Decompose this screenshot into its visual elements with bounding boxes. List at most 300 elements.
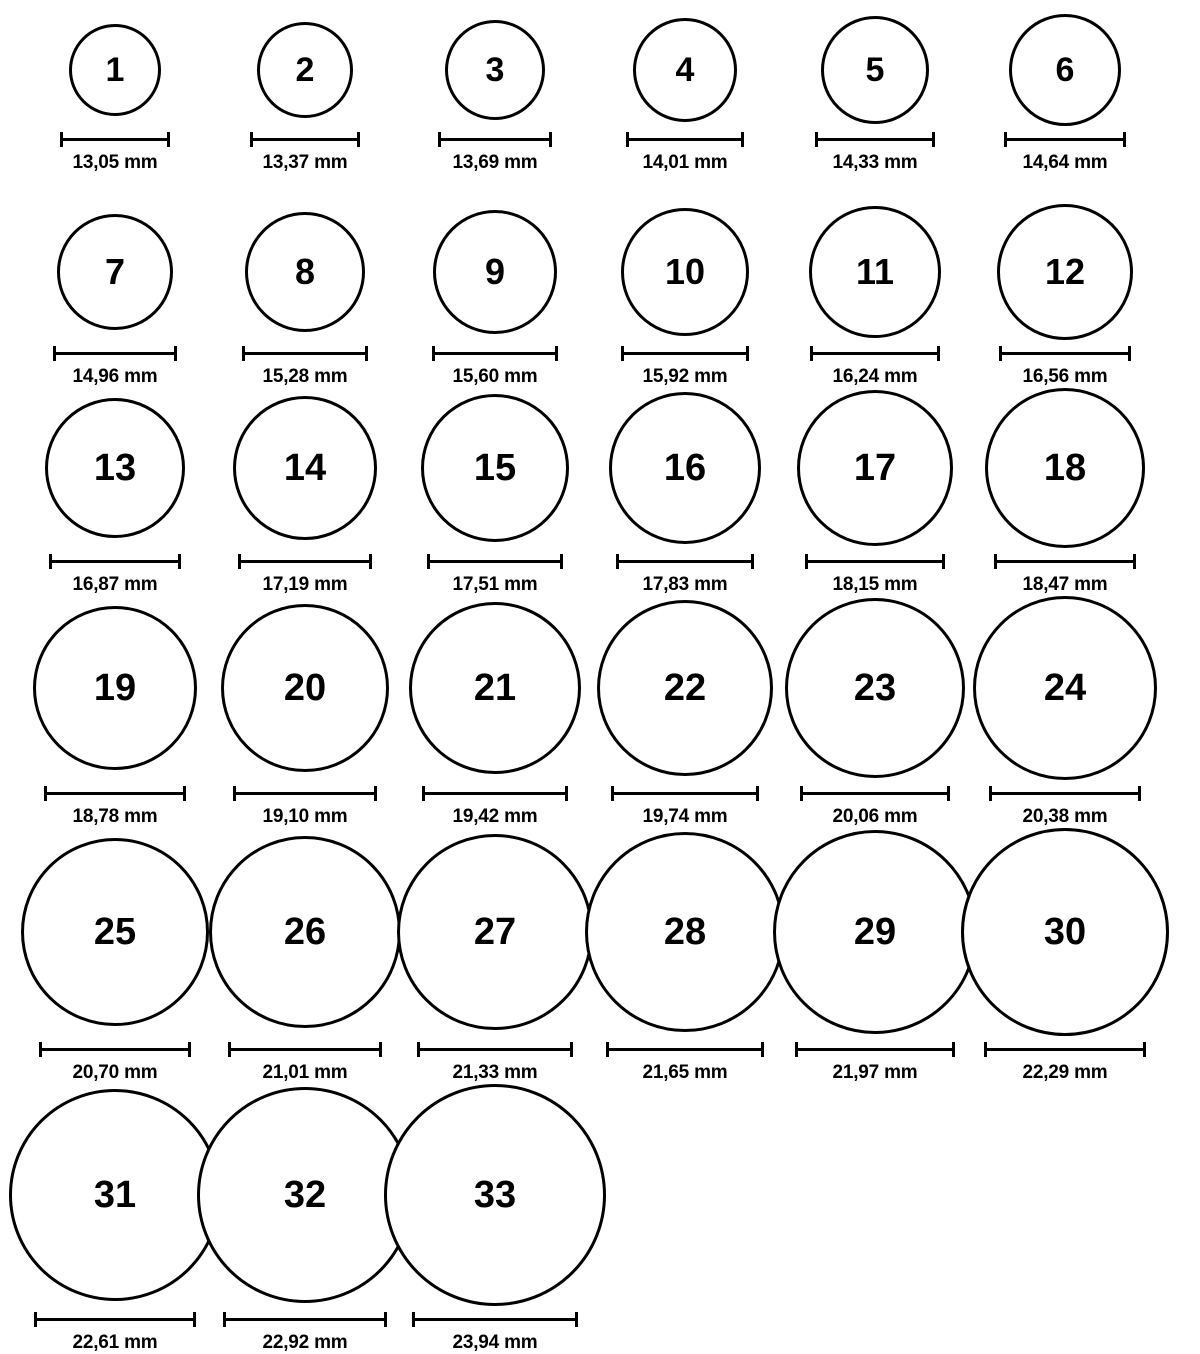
ring-circle-wrap [985,388,1145,548]
measure-line [223,1318,387,1321]
ring-size-cell-15 [400,388,590,596]
diameter-label: 22,29 mm [1022,1062,1108,1083]
measure-line [984,1048,1146,1051]
ring-size-number: 23 [853,667,897,709]
ring-circle [821,16,929,124]
ring-size-cell-23 [780,596,970,828]
ring-circle [233,396,377,540]
measure-cap-right [1128,346,1131,361]
diameter-measure-bar [815,132,935,146]
diameter-label: 18,15 mm [832,574,918,595]
diameter-measure-bar [44,786,186,800]
ring-size-row [20,596,1180,828]
ring-size-cell-3 [400,14,590,174]
ring-size-cell-7 [20,204,210,388]
ring-circle [397,834,593,1030]
diameter-label: 21,65 mm [642,1062,728,1083]
ring-size-number: 27 [473,911,517,953]
diameter-measure-bar [412,1312,578,1326]
diameter-label: 16,56 mm [1022,366,1108,387]
ring-size-row [20,14,1180,204]
measure-line [412,1318,578,1321]
ring-size-number: 21 [473,667,517,709]
ring-circle-wrap [809,204,941,340]
diameter-measure-bar [238,554,372,568]
ring-circle [21,838,209,1026]
measure-cap-right [555,346,558,361]
diameter-label: 16,87 mm [72,574,158,595]
ring-circle-wrap [233,388,377,548]
ring-circle [985,388,1145,548]
measure-line [994,560,1136,563]
ring-circle-wrap [21,828,209,1036]
measure-line [611,792,759,795]
measure-line [616,560,754,563]
diameter-label: 14,64 mm [1022,152,1108,173]
diameter-measure-bar [34,1312,196,1326]
ring-circle-wrap [1009,14,1121,126]
measure-cap-left [417,1042,420,1057]
ring-circle [773,830,977,1034]
ring-size-number: 7 [104,251,126,292]
diameter-measure-bar [60,132,170,146]
measure-line [626,138,744,141]
ring-size-row [20,828,1180,1084]
ring-size-number: 15 [473,447,517,489]
ring-size-cell-11 [780,204,970,388]
ring-size-number: 28 [663,911,707,953]
measure-line [800,792,950,795]
ring-circle-wrap [245,204,365,340]
measure-line [233,792,377,795]
diameter-measure-bar [223,1312,387,1326]
ring-size-cell-32 [210,1084,400,1354]
ring-size-number: 12 [1044,251,1086,292]
measure-cap-right [756,786,759,801]
ring-circle [33,606,197,770]
diameter-label: 22,61 mm [72,1332,158,1353]
ring-circle [69,24,161,116]
measure-cap-left [223,1312,226,1327]
diameter-label: 14,96 mm [72,366,158,387]
ring-size-cell-19 [20,596,210,828]
measure-line [39,1048,191,1051]
measure-line [438,138,552,141]
ring-circle [197,1087,413,1303]
measure-cap-right [549,132,552,147]
measure-line [49,560,181,563]
ring-size-row [20,204,1180,388]
ring-size-cell-21 [400,596,590,828]
ring-size-cell-29 [780,828,970,1084]
diameter-measure-bar [242,346,368,360]
measure-cap-left [795,1042,798,1057]
measure-cap-left [49,554,52,569]
measure-cap-left [53,346,56,361]
measure-cap-left [250,132,253,147]
diameter-label: 21,01 mm [262,1062,348,1083]
measure-cap-right [932,132,935,147]
ring-size-number: 19 [93,667,137,709]
ring-circle [961,828,1169,1036]
ring-size-number: 13 [93,447,137,489]
diameter-measure-bar [422,786,568,800]
ring-circle [433,210,557,334]
diameter-label: 20,06 mm [832,806,918,827]
ring-size-cell-18 [970,388,1160,596]
measure-cap-left [994,554,997,569]
ring-size-cell-28 [590,828,780,1084]
measure-cap-right [193,1312,196,1327]
ring-circle [421,394,569,542]
measure-cap-right [1138,786,1141,801]
measure-line [53,352,177,355]
measure-cap-right [379,1042,382,1057]
diameter-label: 22,92 mm [262,1332,348,1353]
diameter-label: 20,70 mm [72,1062,158,1083]
ring-circle-wrap [257,14,353,126]
ring-size-cell-8 [210,204,400,388]
diameter-measure-bar [53,346,177,360]
ring-circle [621,208,749,336]
ring-circle [597,600,773,776]
diameter-measure-bar [611,786,759,800]
ring-circle [209,836,401,1028]
ring-size-cell-9 [400,204,590,388]
diameter-label: 15,60 mm [452,366,538,387]
diameter-measure-bar [999,346,1131,360]
ring-circle [221,604,389,772]
ring-size-number: 14 [283,447,327,489]
diameter-label: 16,24 mm [832,366,918,387]
ring-size-cell-25 [20,828,210,1084]
measure-cap-left [626,132,629,147]
measure-cap-right [178,554,181,569]
diameter-label: 21,33 mm [452,1062,538,1083]
measure-line [228,1048,382,1051]
measure-cap-right [1133,554,1136,569]
diameter-measure-bar [621,346,749,360]
ring-size-number: 16 [663,447,707,489]
ring-size-cell-20 [210,596,400,828]
measure-cap-left [427,554,430,569]
measure-cap-left [44,786,47,801]
measure-line [417,1048,573,1051]
measure-cap-right [575,1312,578,1327]
measure-cap-right [741,132,744,147]
ring-size-cell-14 [210,388,400,596]
measure-cap-right [1123,132,1126,147]
ring-circle-wrap [69,14,161,126]
measure-line [621,352,749,355]
measure-line [810,352,940,355]
diameter-measure-bar [626,132,744,146]
ring-circle-wrap [621,204,749,340]
ring-size-cell-13 [20,388,210,596]
ring-size-cell-5 [780,14,970,174]
measure-line [34,1318,196,1321]
measure-cap-right [565,786,568,801]
ring-circle [609,392,761,544]
ring-size-cell-22 [590,596,780,828]
measure-cap-left [432,346,435,361]
ring-circle [997,204,1133,340]
measure-cap-left [810,346,813,361]
ring-size-number: 20 [283,667,327,709]
measure-cap-right [357,132,360,147]
measure-cap-left [412,1312,415,1327]
ring-circle-wrap [633,14,737,126]
measure-cap-right [947,786,950,801]
ring-circle [633,18,737,122]
ring-circle-wrap [9,1084,221,1306]
measure-cap-left [233,786,236,801]
diameter-label: 15,92 mm [642,366,728,387]
measure-cap-right [746,346,749,361]
ring-size-cell-17 [780,388,970,596]
measure-line [242,352,368,355]
ring-circle [245,212,365,332]
ring-size-number: 1 [105,51,125,89]
ring-circle-wrap [221,596,389,780]
ring-size-number: 9 [484,251,506,292]
diameter-measure-bar [989,786,1141,800]
diameter-label: 23,94 mm [452,1332,538,1353]
measure-cap-right [942,554,945,569]
ring-circle-wrap [409,596,581,780]
measure-line [805,560,945,563]
ring-circle-wrap [445,14,545,126]
diameter-label: 17,83 mm [642,574,728,595]
ring-size-cell-12 [970,204,1160,388]
diameter-measure-bar [417,1042,573,1056]
measure-cap-left [60,132,63,147]
diameter-measure-bar [432,346,558,360]
measure-cap-right [751,554,754,569]
ring-circle-wrap [997,204,1133,340]
diameter-measure-bar [233,786,377,800]
ring-circle [45,398,185,538]
measure-cap-left [621,346,624,361]
ring-circle-wrap [209,828,401,1036]
measure-cap-left [800,786,803,801]
diameter-label: 17,19 mm [262,574,348,595]
ring-circle-wrap [961,828,1169,1036]
measure-cap-right [174,346,177,361]
measure-cap-right [761,1042,764,1057]
diameter-label: 13,69 mm [452,152,538,173]
ring-size-number: 29 [853,911,897,953]
measure-cap-right [570,1042,573,1057]
diameter-label: 19,42 mm [452,806,538,827]
diameter-label: 13,05 mm [72,152,158,173]
measure-line [44,792,186,795]
measure-line [606,1048,764,1051]
diameter-label: 13,37 mm [262,152,348,173]
ring-circle [809,206,941,338]
measure-line [250,138,360,141]
measure-line [238,560,372,563]
ring-circle-wrap [785,596,965,780]
measure-cap-left [815,132,818,147]
measure-cap-left [34,1312,37,1327]
ring-size-number: 4 [675,51,695,89]
diameter-label: 14,01 mm [642,152,728,173]
measure-cap-left [616,554,619,569]
measure-cap-left [422,786,425,801]
ring-size-cell-33 [400,1084,590,1354]
diameter-measure-bar [1004,132,1126,146]
diameter-label: 20,38 mm [1022,806,1108,827]
ring-size-number: 26 [283,911,327,953]
ring-circle-wrap [421,388,569,548]
ring-circle-wrap [397,828,593,1036]
ring-circle [785,598,965,778]
ring-size-cell-4 [590,14,780,174]
measure-cap-right [952,1042,955,1057]
ring-size-number: 22 [663,667,707,709]
measure-line [60,138,170,141]
diameter-label: 21,97 mm [832,1062,918,1083]
measure-cap-right [384,1312,387,1327]
ring-circle [797,390,953,546]
diameter-label: 14,33 mm [832,152,918,173]
measure-cap-right [374,786,377,801]
diameter-measure-bar [616,554,754,568]
ring-circle-wrap [433,204,557,340]
diameter-measure-bar [250,132,360,146]
ring-circle-wrap [609,388,761,548]
measure-line [427,560,563,563]
measure-cap-right [365,346,368,361]
diameter-label: 18,78 mm [72,806,158,827]
ring-circle [9,1089,221,1301]
ring-circle [973,596,1157,780]
measure-cap-left [39,1042,42,1057]
measure-cap-left [242,346,245,361]
measure-cap-left [228,1042,231,1057]
measure-line [815,138,935,141]
ring-size-number: 17 [853,447,897,489]
ring-circle-wrap [45,388,185,548]
ring-size-cell-31 [20,1084,210,1354]
measure-cap-right [183,786,186,801]
measure-cap-left [999,346,1002,361]
measure-cap-right [369,554,372,569]
ring-size-number: 30 [1043,911,1087,953]
ring-size-number: 18 [1043,447,1087,489]
diameter-measure-bar [800,786,950,800]
ring-circle-wrap [585,828,785,1036]
ring-circle-wrap [197,1084,413,1306]
ring-size-cell-30 [970,828,1160,1084]
measure-line [422,792,568,795]
diameter-measure-bar [39,1042,191,1056]
ring-size-cell-16 [590,388,780,596]
measure-cap-left [989,786,992,801]
diameter-measure-bar [427,554,563,568]
diameter-measure-bar [438,132,552,146]
measure-cap-right [1143,1042,1146,1057]
ring-circle-wrap [384,1084,606,1306]
diameter-measure-bar [49,554,181,568]
ring-circle [57,214,173,330]
diameter-label: 19,74 mm [642,806,728,827]
diameter-measure-bar [994,554,1136,568]
measure-line [795,1048,955,1051]
ring-circle [384,1084,606,1306]
ring-size-number: 3 [485,51,505,89]
ring-size-number: 25 [93,911,137,953]
measure-cap-left [238,554,241,569]
ring-circle [409,602,581,774]
ring-circle-wrap [57,204,173,340]
ring-size-cell-24 [970,596,1160,828]
ring-circle [257,22,353,118]
diameter-label: 18,47 mm [1022,574,1108,595]
measure-line [999,352,1131,355]
ring-size-cell-27 [400,828,590,1084]
diameter-label: 17,51 mm [452,574,538,595]
ring-size-number: 24 [1043,667,1087,709]
ring-size-cell-6 [970,14,1160,174]
diameter-measure-bar [810,346,940,360]
ring-circle-wrap [33,596,197,780]
ring-circle-wrap [773,828,977,1036]
ring-size-row [20,388,1180,596]
ring-size-cell-26 [210,828,400,1084]
measure-cap-right [937,346,940,361]
measure-line [1004,138,1126,141]
measure-cap-right [167,132,170,147]
ring-circle [1009,14,1121,126]
ring-size-number: 10 [664,251,706,292]
ring-size-number: 32 [283,1174,327,1216]
ring-circle-wrap [973,596,1157,780]
measure-cap-left [438,132,441,147]
measure-cap-right [560,554,563,569]
diameter-label: 19,10 mm [262,806,348,827]
ring-size-number: 31 [93,1174,137,1216]
ring-circle-wrap [597,596,773,780]
ring-circle-wrap [797,388,953,548]
ring-size-number: 5 [865,51,885,89]
ring-circle [585,832,785,1032]
diameter-measure-bar [805,554,945,568]
ring-size-number: 8 [294,251,316,292]
diameter-measure-bar [228,1042,382,1056]
ring-size-row [20,1084,1180,1354]
ring-size-number: 2 [295,51,315,89]
measure-cap-left [984,1042,987,1057]
ring-size-number: 33 [473,1174,517,1216]
measure-cap-left [805,554,808,569]
measure-line [432,352,558,355]
ring-size-number: 11 [855,251,895,292]
ring-size-cell-2 [210,14,400,174]
ring-size-number: 6 [1055,51,1075,89]
measure-cap-left [1004,132,1007,147]
measure-cap-right [188,1042,191,1057]
ring-circle-wrap [821,14,929,126]
measure-cap-left [611,786,614,801]
diameter-measure-bar [606,1042,764,1056]
measure-line [989,792,1141,795]
ring-size-cell-10 [590,204,780,388]
diameter-measure-bar [795,1042,955,1056]
ring-circle [445,20,545,120]
ring-size-cell-1 [20,14,210,174]
